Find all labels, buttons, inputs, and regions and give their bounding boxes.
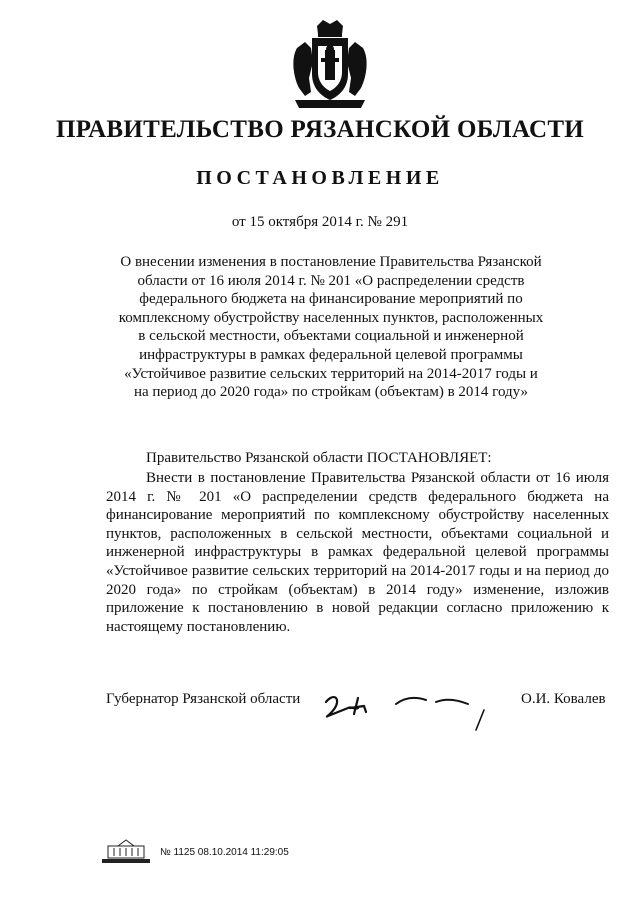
registration-stamp: № 1125 08.10.2014 11:29:05: [160, 847, 289, 858]
registry-building-icon: [100, 838, 152, 864]
organization-title: ПРАВИТЕЛЬСТВО РЯЗАНСКОЙ ОБЛАСТИ: [55, 116, 585, 143]
resolution-text: Внести в постановление Правительства Рязанской области от 16 июля 2014 г. № 201 «О распределении средств федерального бюджета на финансирование мероприятий по комплексному обустройству населенных пунктов, расположенных в сельской местности, объектами социальной и инженерной инфраструктуры в рамках федеральной целевой программы «Устойчивое развитие сельских территорий на 2014-2017 годы и на период до 2020 года» по стройкам (объектам) в 2014 году» изменение, изложив приложение к постановлению в новой редакции согласно приложению к настоящему постановлению.: [106, 470, 609, 635]
document-date-number: от 15 октября 2014 г. № 291: [231, 214, 409, 230]
signatory-title: Губернатор Рязанской области: [106, 691, 301, 707]
handwritten-signature: [318, 684, 498, 734]
preamble: Правительство Рязанской области ПОСТАНОВЛЯЕТ:: [146, 450, 492, 466]
coat-of-arms-icon: [285, 18, 375, 110]
document-type: ПОСТАНОВЛЕНИЕ: [196, 167, 444, 189]
signatory-name: О.И. Ковалев: [521, 691, 606, 707]
document-subject: О внесении изменения в постановление Правительства Рязанской области от 16 июля 2014 г. № 201 «О распределении средств федерального бюджета на финансирование мероприятий по комплексному обустройству населенных пунктов, расположенных в сельской местности, объектами социальной и инженерной инфраструктуры в рамках федеральной целевой программы «Устойчивое развитие сельских территорий на 2014-2017 годы и на период до 2020 года» по стройкам (объектам) в 2014 году»: [118, 254, 544, 401]
